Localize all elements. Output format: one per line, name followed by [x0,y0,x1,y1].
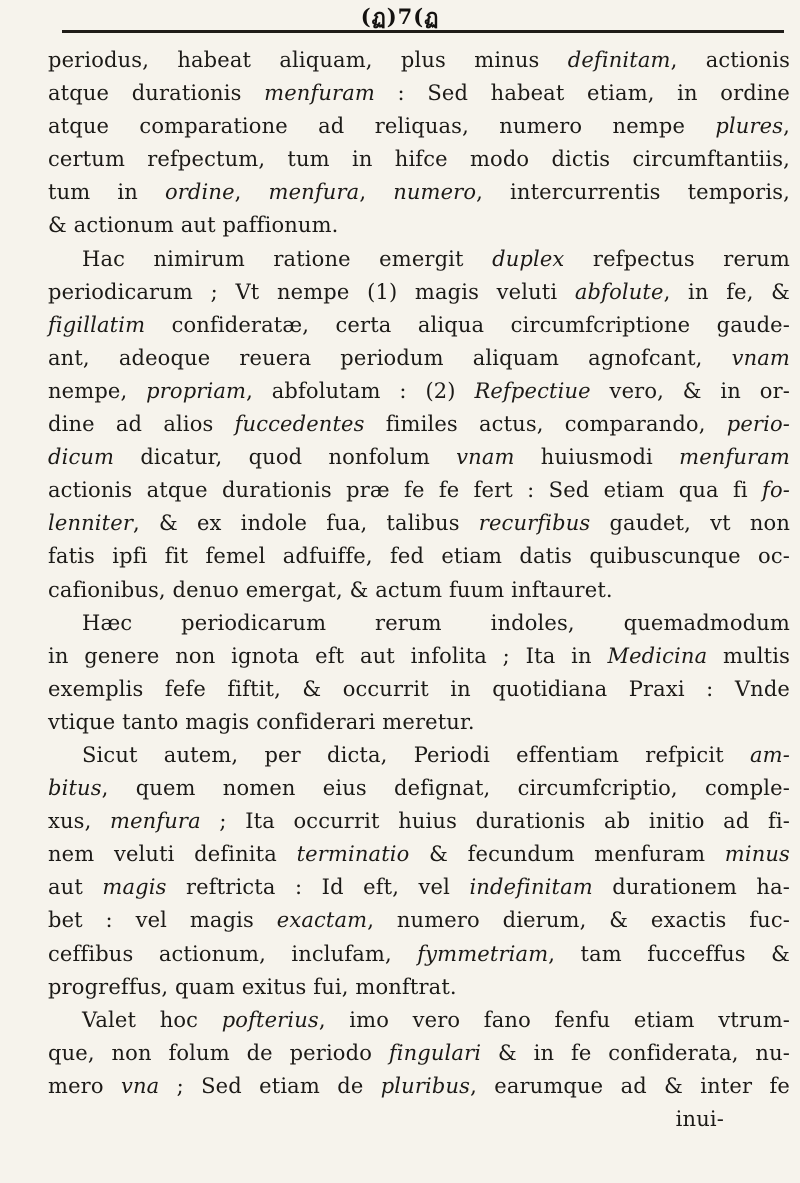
text-line: exemplis fefe fiftit, & occurrit in quotidiana Praxi : Vnde [48,676,790,701]
text-line: Hac nimirum ratione emergit duplex refpectus rerum [82,246,790,271]
text-line: nempe, propriam, abfolutam : (2) Refpectiue vero, & in or- [48,378,791,403]
text-line: nem veluti definita terminatio & fecundum menfuram minus [48,842,790,867]
text-line: figillatim confideratæ, certa aliqua circumfcriptione gaude- [48,312,790,337]
text-line: dine ad alios fuccedentes fimiles actus, comparando, perio- [48,412,790,437]
text-line: & actionum aut paffionum. [48,213,339,238]
text-line: Valet hoc pofterius, imo vero fano fenfu etiam vtrum- [82,1007,791,1032]
catchword: inui- [675,1107,724,1131]
text-line: periodus, habeat aliquam, plus minus definitam, actionis [48,48,791,72]
text-line: cafionibus, denuo emergat, & actum fuum inftauret. [48,577,613,602]
text-line: in genere non ignota eft aut infolita ; Ita in Medicina multis [48,643,790,668]
text-line: aut magis reftricta : Id eft, vel indefinitam durationem ha- [48,875,791,900]
text-line: bitus, quem nomen eius defignat, circumfcriptio, comple- [48,776,790,801]
text-line: lenniter, & ex indole fua, talibus recurfibus gaudet, vt non [48,511,790,536]
text-line: atque comparatione ad reliquas, numero nempe plures, [48,114,790,139]
text-line: dicum dicatur, quod nonfolum vnam huiusmodi menfuram [48,445,790,470]
running-header: (ฏ)7(ฏ [360,4,440,29]
text-line: periodicarum ; Vt nempe (1) magis veluti abfolute, in fe, & [48,279,790,304]
text-line: tum in ordine, menfura, numero, intercurrentis temporis, [48,180,790,205]
text-line: xus, menfura ; Ita occurrit huius durationis ab initio ad fi- [48,809,791,834]
text-line: Sicut autem, per dicta, Periodi effentiam refpicit am- [82,742,790,767]
text-line: atque durationis menfuram : Sed habeat etiam, in ordine [48,81,790,106]
text-line: mero vna ; Sed etiam de pluribus, earumque ad & inter fe [48,1073,790,1098]
text-line: bet : vel magis exactam, numero dierum, & exactis fuc- [48,908,790,933]
body-text [48,44,790,1136]
text-line: que, non folum de periodo fingulari & in fe confiderata, nu- [48,1040,790,1065]
text-line: certum refpectum, tum in hifce modo dictis circumftantiis, [48,147,790,172]
text-line: vtique tanto magis confiderari meretur. [48,709,475,734]
text-line: actionis atque durationis præ fe fe fert : Sed etiam qua fi fo- [48,478,790,503]
text-line: Hæc periodicarum rerum indoles, quemadmodum [82,610,790,635]
text-line: progreffus, quam exitus fui, monftrat. [48,974,457,999]
text-line: ceffibus actionum, inclufam, fymmetriam, tam fucceffus & [48,941,790,966]
text-line: fatis ipfi fit femel adfuiffe, fed etiam datis quibuscunque oc- [48,544,790,569]
text-line: ant, adeoque reuera periodum aliquam agnofcant, vnam [48,345,790,370]
header-rule [62,30,784,33]
